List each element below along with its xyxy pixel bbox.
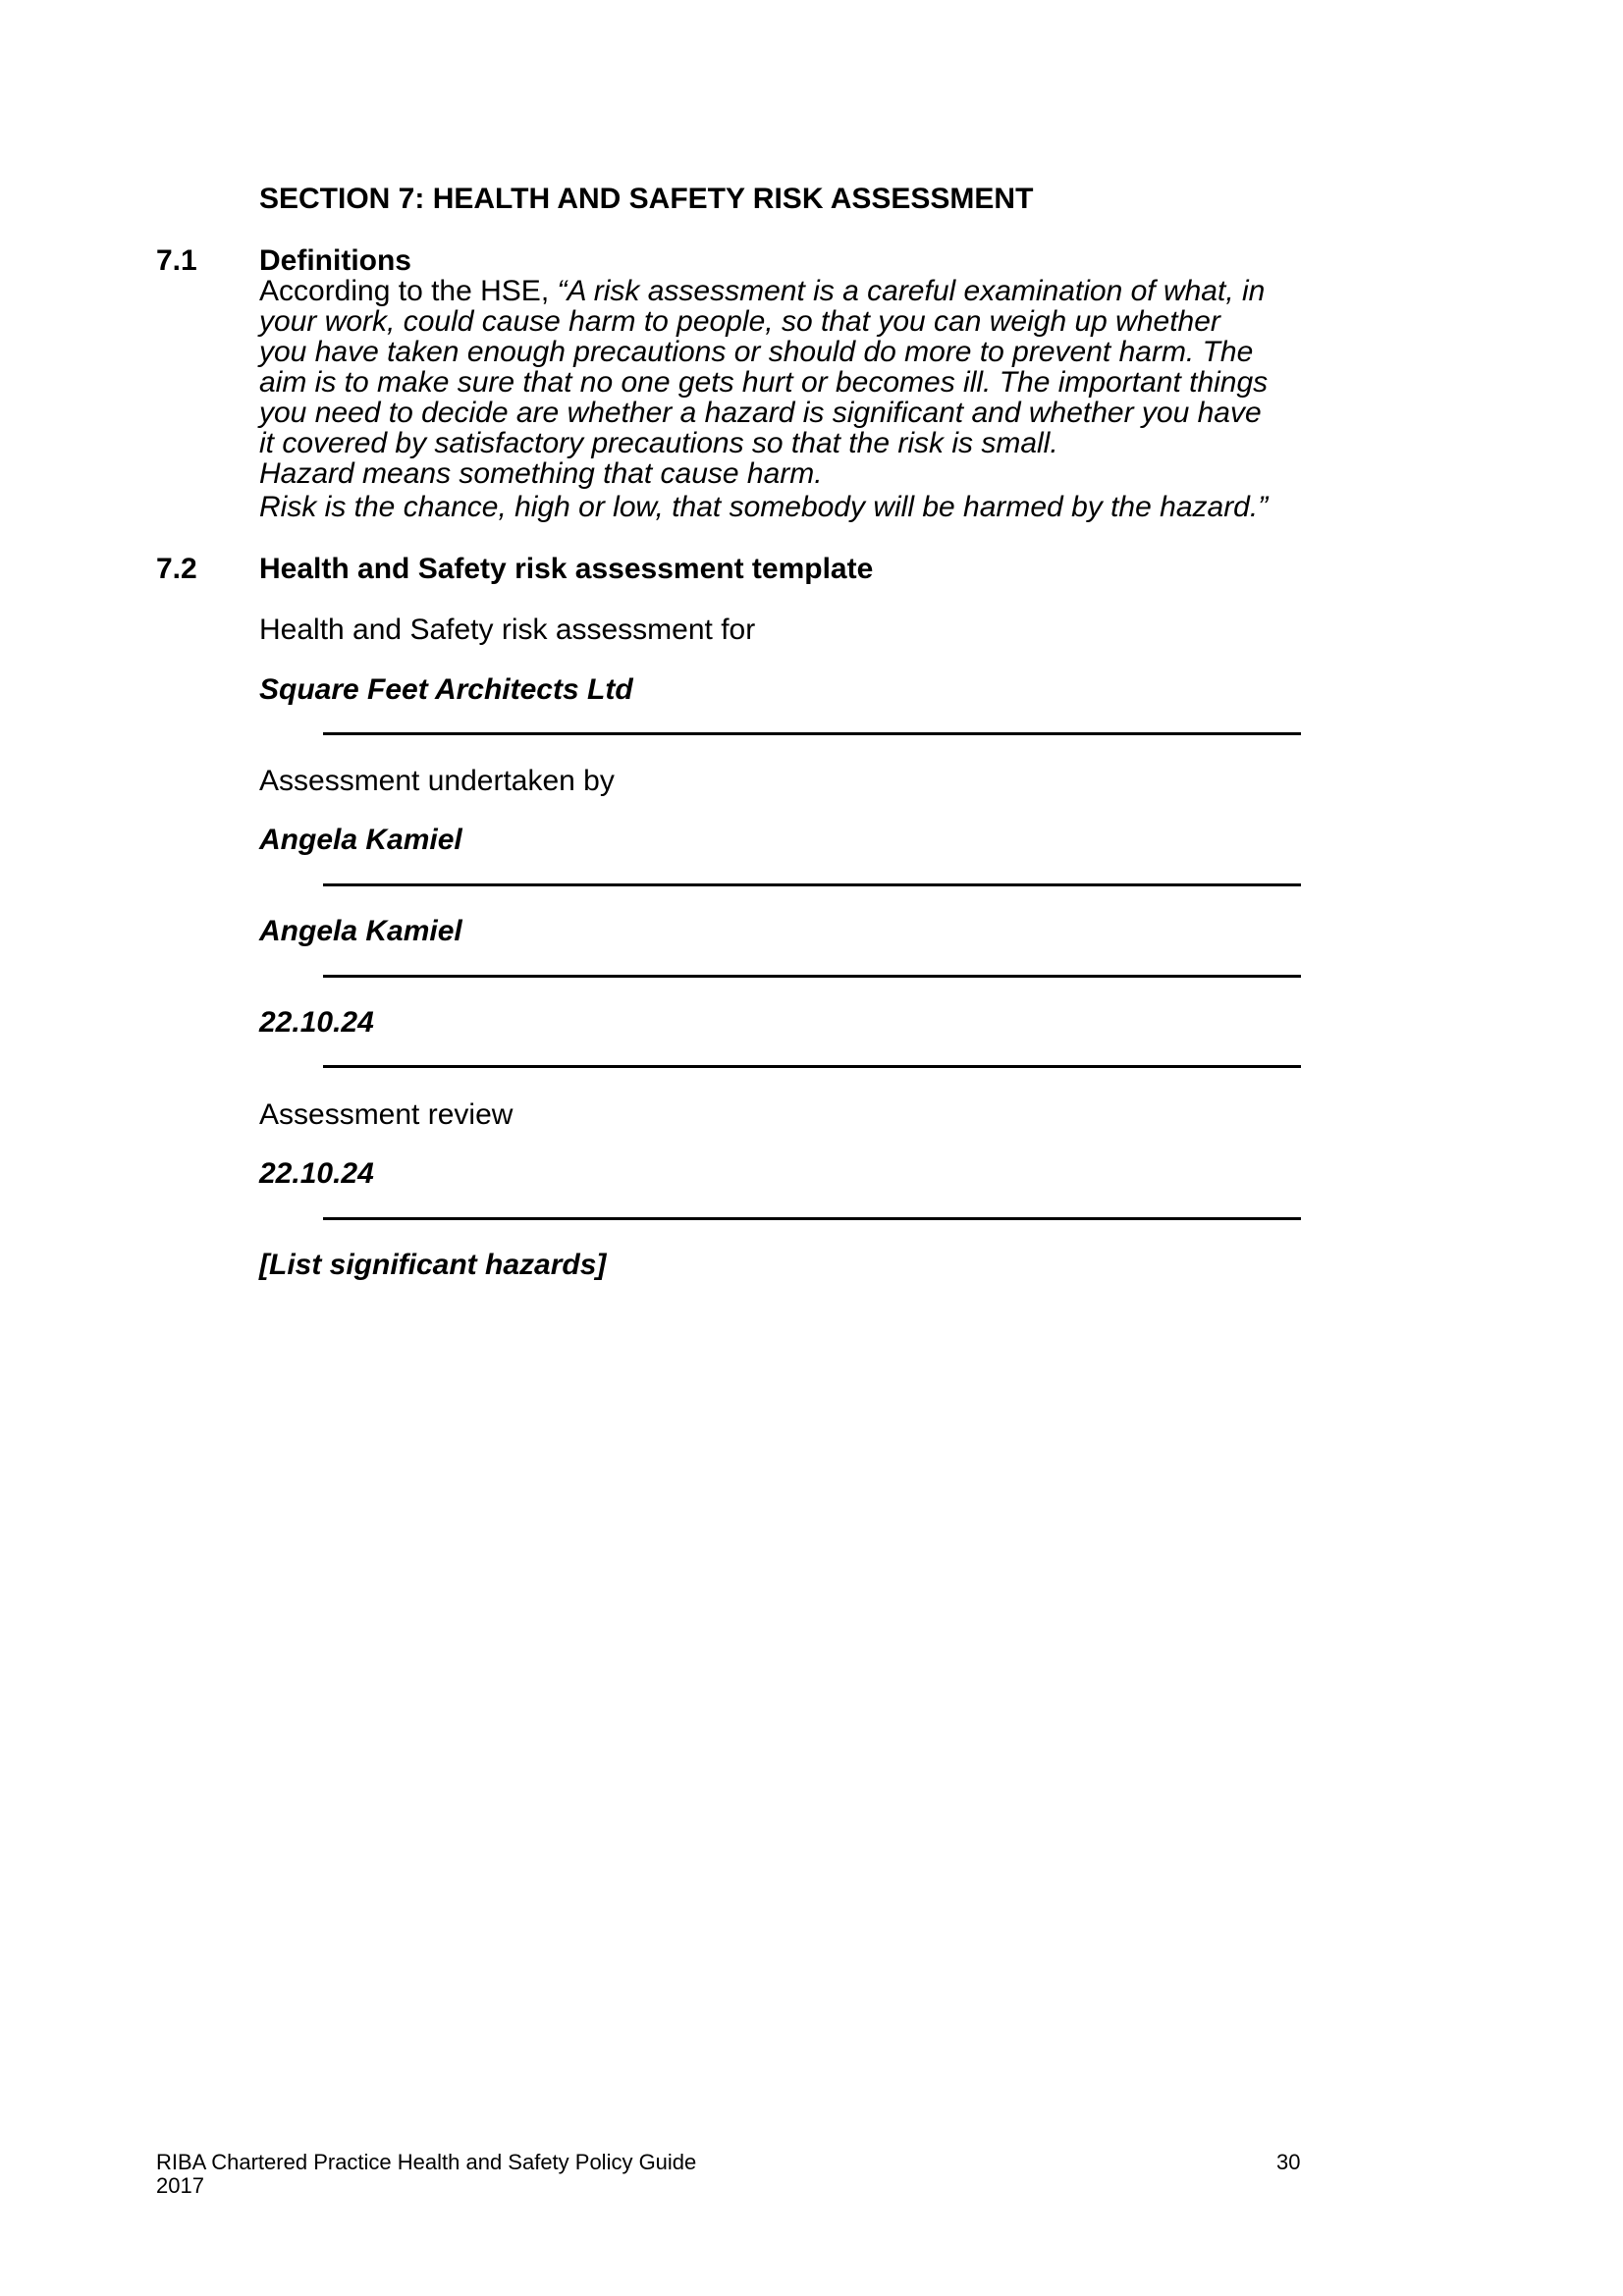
- section-number-7-1: 7.1: [156, 244, 197, 277]
- risk-definition: Risk is the chance, high or low, that somebody will be harmed by the hazard.”: [259, 491, 1269, 523]
- assessor-signature-underline: [323, 975, 1301, 978]
- definition-quote-start: “A risk assessment is a careful examination of what, in: [557, 275, 1266, 307]
- definition-line-1: [259, 276, 1265, 306]
- assessment-date-value: 22.10.24: [259, 1006, 374, 1039]
- assessor-name-value: Angela Kamiel: [259, 824, 462, 856]
- definition-line-5: you need to decide are whether a hazard is significant and whether you have: [259, 397, 1262, 429]
- footer-title: RIBA Chartered Practice Health and Safety Policy Guide: [156, 2150, 697, 2174]
- hazard-definition: Hazard means something that cause harm.: [259, 457, 823, 490]
- definition-line-2: your work, could cause harm to people, so that you can weigh up whether: [259, 305, 1220, 338]
- company-name-value: Square Feet Architects Ltd: [259, 673, 633, 706]
- page-number: 30: [1276, 2150, 1301, 2174]
- assessment-review-label: Assessment review: [259, 1098, 514, 1131]
- template-heading: Health and Safety risk assessment template: [259, 553, 874, 585]
- definition-line-3: you have taken enough precautions or should do more to prevent harm. The: [259, 336, 1254, 368]
- review-date-underline: [323, 1217, 1301, 1220]
- assessor-signature-value: Angela Kamiel: [259, 915, 462, 947]
- section-title: SECTION 7: HEALTH AND SAFETY RISK ASSESSMENT: [259, 183, 1034, 215]
- definition-line-4: aim is to make sure that no one gets hurt or becomes ill. The important things: [259, 366, 1269, 399]
- assessment-date-underline: [323, 1065, 1301, 1068]
- definition-intro: According to the HSE,: [259, 275, 558, 307]
- section-number-7-2: 7.2: [156, 553, 197, 585]
- company-name-underline: [323, 732, 1301, 735]
- definitions-heading: Definitions: [259, 244, 411, 277]
- significant-hazards-placeholder: [List significant hazards]: [259, 1249, 607, 1281]
- footer-year: 2017: [156, 2173, 204, 2198]
- review-date-value: 22.10.24: [259, 1157, 374, 1190]
- assessment-undertaken-label: Assessment undertaken by: [259, 765, 615, 797]
- assessor-name-underline: [323, 883, 1301, 886]
- definition-line-6: it covered by satisfactory precautions so that the risk is small.: [259, 427, 1058, 459]
- assessment-for-label: Health and Safety risk assessment for: [259, 614, 756, 646]
